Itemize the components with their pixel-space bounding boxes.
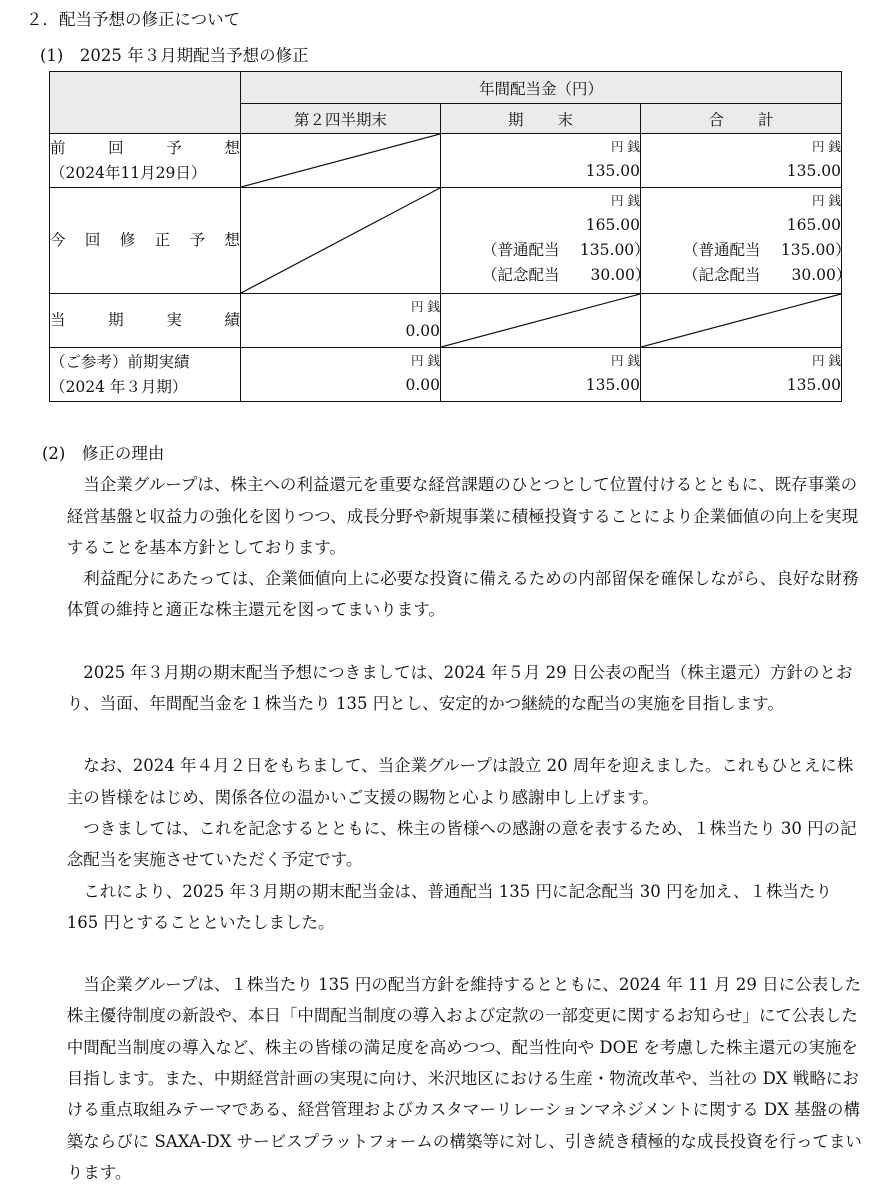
row-label-actual: 当 期 実 績	[50, 294, 241, 348]
row-label-reference: （ご参考）前期実績 （2024 年３月期）	[50, 348, 241, 402]
revised-term-end: 円 銭 165.00 （普通配当 135.00） （記念配当 30.00）	[441, 188, 641, 294]
reason-title: (2) 修正の理由	[42, 444, 165, 463]
reference-q2: 円 銭 0.00	[241, 348, 441, 402]
reason-paragraph: これにより、2025 年３月期の期末配当金は、普通配当 135 円に記念配当 30 円を加え、１株当たり 165 円とすることといたしました。	[66, 881, 832, 932]
previous-term-end: 円 銭 135.00	[441, 134, 641, 188]
row-label-previous: 前 回 予 想 （2024年11月29日）	[50, 134, 241, 188]
reason-paragraph: 利益配分にあたっては、企業価値向上に必要な投資に備えるための内部留保を確保しながら、良好な財務体質の維持と適正な株主還元を図ってまいります。	[66, 569, 859, 620]
reason-paragraph: 2025 年３月期の期末配当予想につきましては、2024 年５月 29 日公表の配当（株主還元）方針のとおり、当面、年間配当金を１株当たり 135 円とし、安定的かつ継続的な配当の実施を目指します。	[66, 662, 853, 714]
row-label-revised: 今 回 修 正 予 想	[50, 188, 241, 294]
reason-paragraph: 当企業グループは、１株当たり 135 円の配当方針を維持するとともに、2024 年 11 月 29 日に公表した株主優待制度の新設や、本日「中間配当制度の導入および定款の一部変更に関するお知らせ」にて公表した中間配当制度の導入など、株主の皆様の満足度を高めつつ、配当性向や DOE を考慮した株主還元の実施を目指します。また、中期経営計画の実現に向け、米沢地区における生産・物流改革や、当社の DX 戦略における重点取組みテーマである、経営管理およびカスタマーリレーションマネジメントに関する DX 基盤の構築ならびに SAXA-DX サービスプラットフォームの構築等に対し、引き続き積極的な成長投資を行ってまいります。	[66, 975, 862, 1182]
dividend-forecast-table	[49, 71, 852, 402]
reason-paragraph: なお、2024 年４月２日をもちまして、当企業グループは設立 20 周年を迎えました。これもひとえに株主の皆様をはじめ、関係各位の温かいご支援の賜物と心より感謝申し上げます。	[66, 756, 854, 807]
corner-cell	[50, 72, 241, 134]
col-header-q2: 第２四半期末	[241, 104, 441, 134]
diagonal-cell	[241, 134, 441, 188]
actual-q2: 円 銭 0.00	[241, 294, 441, 348]
reference-term-end: 円 銭 135.00	[441, 348, 641, 402]
annual-dividend-header: 年間配当金（円）	[241, 72, 842, 104]
reference-total: 円 銭 135.00	[641, 348, 842, 402]
revision-reason-section	[42, 438, 868, 1188]
revised-total: 円 銭 165.00 （普通配当 135.00） （記念配当 30.00）	[641, 188, 842, 294]
col-header-term-end: 期 末	[441, 104, 641, 134]
reason-paragraph: つきましては、これを記念するとともに、株主の皆様への感謝の意を表するため、１株当たり 30 円の記念配当を実施させていただく予定です。	[66, 818, 857, 870]
reason-paragraph: 当企業グループは、株主への利益還元を重要な経営課題のひとつとして位置付けるとともに、既存事業の経営基盤と収益力の強化を図りつつ、成長分野や新規事業に積極投資することにより企業価値の向上を実現することを基本方針としております。	[66, 475, 859, 557]
previous-total: 円 銭 135.00	[641, 134, 842, 188]
section-heading: ２．配当予想の修正について	[26, 10, 241, 29]
col-header-total: 合 計	[641, 104, 842, 134]
diagonal-cell	[241, 188, 441, 294]
diagonal-cell	[441, 294, 641, 348]
subsection-heading-forecast: (1) 2025 年３月期配当予想の修正	[40, 46, 309, 65]
diagonal-cell	[641, 294, 842, 348]
